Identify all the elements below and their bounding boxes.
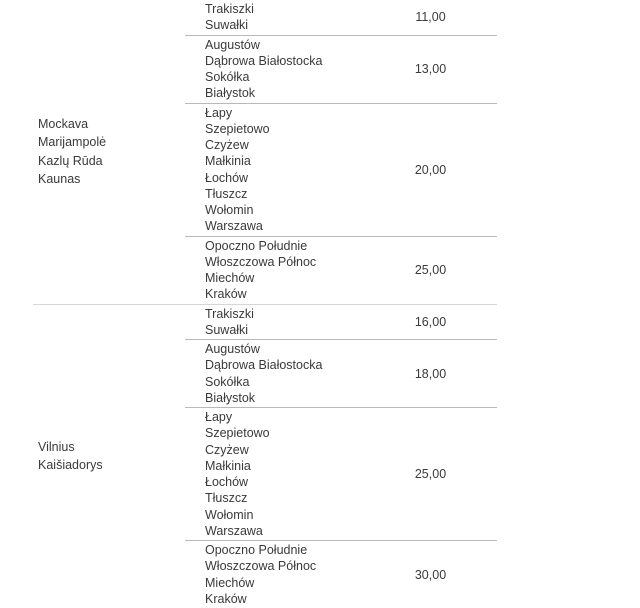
destination-station-name: Miechów	[205, 575, 380, 591]
destination-station-name: Kraków	[205, 286, 380, 302]
fare-row	[185, 541, 497, 608]
destination-station-name: Łapy	[205, 105, 380, 121]
destination-station-name: Włoszczowa Północ	[205, 558, 380, 574]
destination-station-name: Małkinia	[205, 458, 380, 474]
destination-column	[185, 0, 497, 304]
fare-price: 11,00	[380, 0, 497, 35]
fare-row	[185, 0, 497, 36]
fare-table	[33, 0, 497, 608]
origin-station-name: Vilnius	[38, 438, 185, 457]
destination-station-name: Czyżew	[205, 137, 380, 153]
destination-station-name: Łochów	[205, 170, 380, 186]
fare-price: 16,00	[380, 305, 497, 340]
origin-stations-cell	[33, 0, 185, 304]
destination-station-name: Kraków	[205, 591, 380, 607]
destination-station-name: Miechów	[205, 270, 380, 286]
destination-station-name: Tłuszcz	[205, 186, 380, 202]
destination-stations-cell	[185, 340, 380, 407]
fare-price: 25,00	[380, 408, 497, 540]
destination-station-name: Białystok	[205, 85, 380, 101]
origin-group	[33, 305, 497, 608]
destination-stations-cell	[185, 541, 380, 608]
origin-station-name: Mockava	[38, 115, 185, 134]
fare-price: 20,00	[380, 104, 497, 236]
destination-stations-cell	[185, 305, 380, 340]
destination-station-name: Szepietowo	[205, 425, 380, 441]
destination-station-name: Szepietowo	[205, 121, 380, 137]
destination-station-name: Augustów	[205, 341, 380, 357]
destination-station-name: Opoczno Południe	[205, 542, 380, 558]
destination-station-name: Czyżew	[205, 442, 380, 458]
origin-stations-cell	[33, 305, 185, 608]
origin-station-name: Kaunas	[38, 170, 185, 189]
destination-station-name: Suwałki	[205, 17, 380, 33]
origin-station-name: Kaišiadorys	[38, 456, 185, 475]
destination-column	[185, 305, 497, 608]
origin-station-name: Kazlų Rūda	[38, 152, 185, 171]
destination-station-name: Dąbrowa Białostocka	[205, 357, 380, 373]
fare-row	[185, 104, 497, 237]
destination-station-name: Włoszczowa Północ	[205, 254, 380, 270]
destination-stations-cell	[185, 237, 380, 304]
fare-row	[185, 36, 497, 104]
fare-row	[185, 305, 497, 341]
destination-station-name: Sokółka	[205, 69, 380, 85]
destination-station-name: Białystok	[205, 390, 380, 406]
destination-station-name: Tłuszcz	[205, 490, 380, 506]
destination-station-name: Augustów	[205, 37, 380, 53]
destination-station-name: Suwałki	[205, 322, 380, 338]
destination-stations-cell	[185, 408, 380, 540]
destination-stations-cell	[185, 36, 380, 103]
destination-station-name: Wołomin	[205, 507, 380, 523]
destination-station-name: Trakiszki	[205, 306, 380, 322]
destination-station-name: Wołomin	[205, 202, 380, 218]
fare-row	[185, 408, 497, 541]
destination-station-name: Trakiszki	[205, 1, 380, 17]
destination-station-name: Małkinia	[205, 153, 380, 169]
fare-price: 25,00	[380, 237, 497, 304]
fare-price: 13,00	[380, 36, 497, 103]
fare-price: 18,00	[380, 340, 497, 407]
fare-row	[185, 340, 497, 408]
origin-station-name: Marijampolė	[38, 133, 185, 152]
origin-group	[33, 0, 497, 305]
destination-station-name: Opoczno Południe	[205, 238, 380, 254]
destination-station-name: Łochów	[205, 474, 380, 490]
fare-row	[185, 237, 497, 304]
destination-station-name: Warszawa	[205, 523, 380, 539]
destination-station-name: Dąbrowa Białostocka	[205, 53, 380, 69]
destination-stations-cell	[185, 104, 380, 236]
fare-price: 30,00	[380, 541, 497, 608]
destination-stations-cell	[185, 0, 380, 35]
destination-station-name: Łapy	[205, 409, 380, 425]
destination-station-name: Warszawa	[205, 218, 380, 234]
destination-station-name: Sokółka	[205, 374, 380, 390]
